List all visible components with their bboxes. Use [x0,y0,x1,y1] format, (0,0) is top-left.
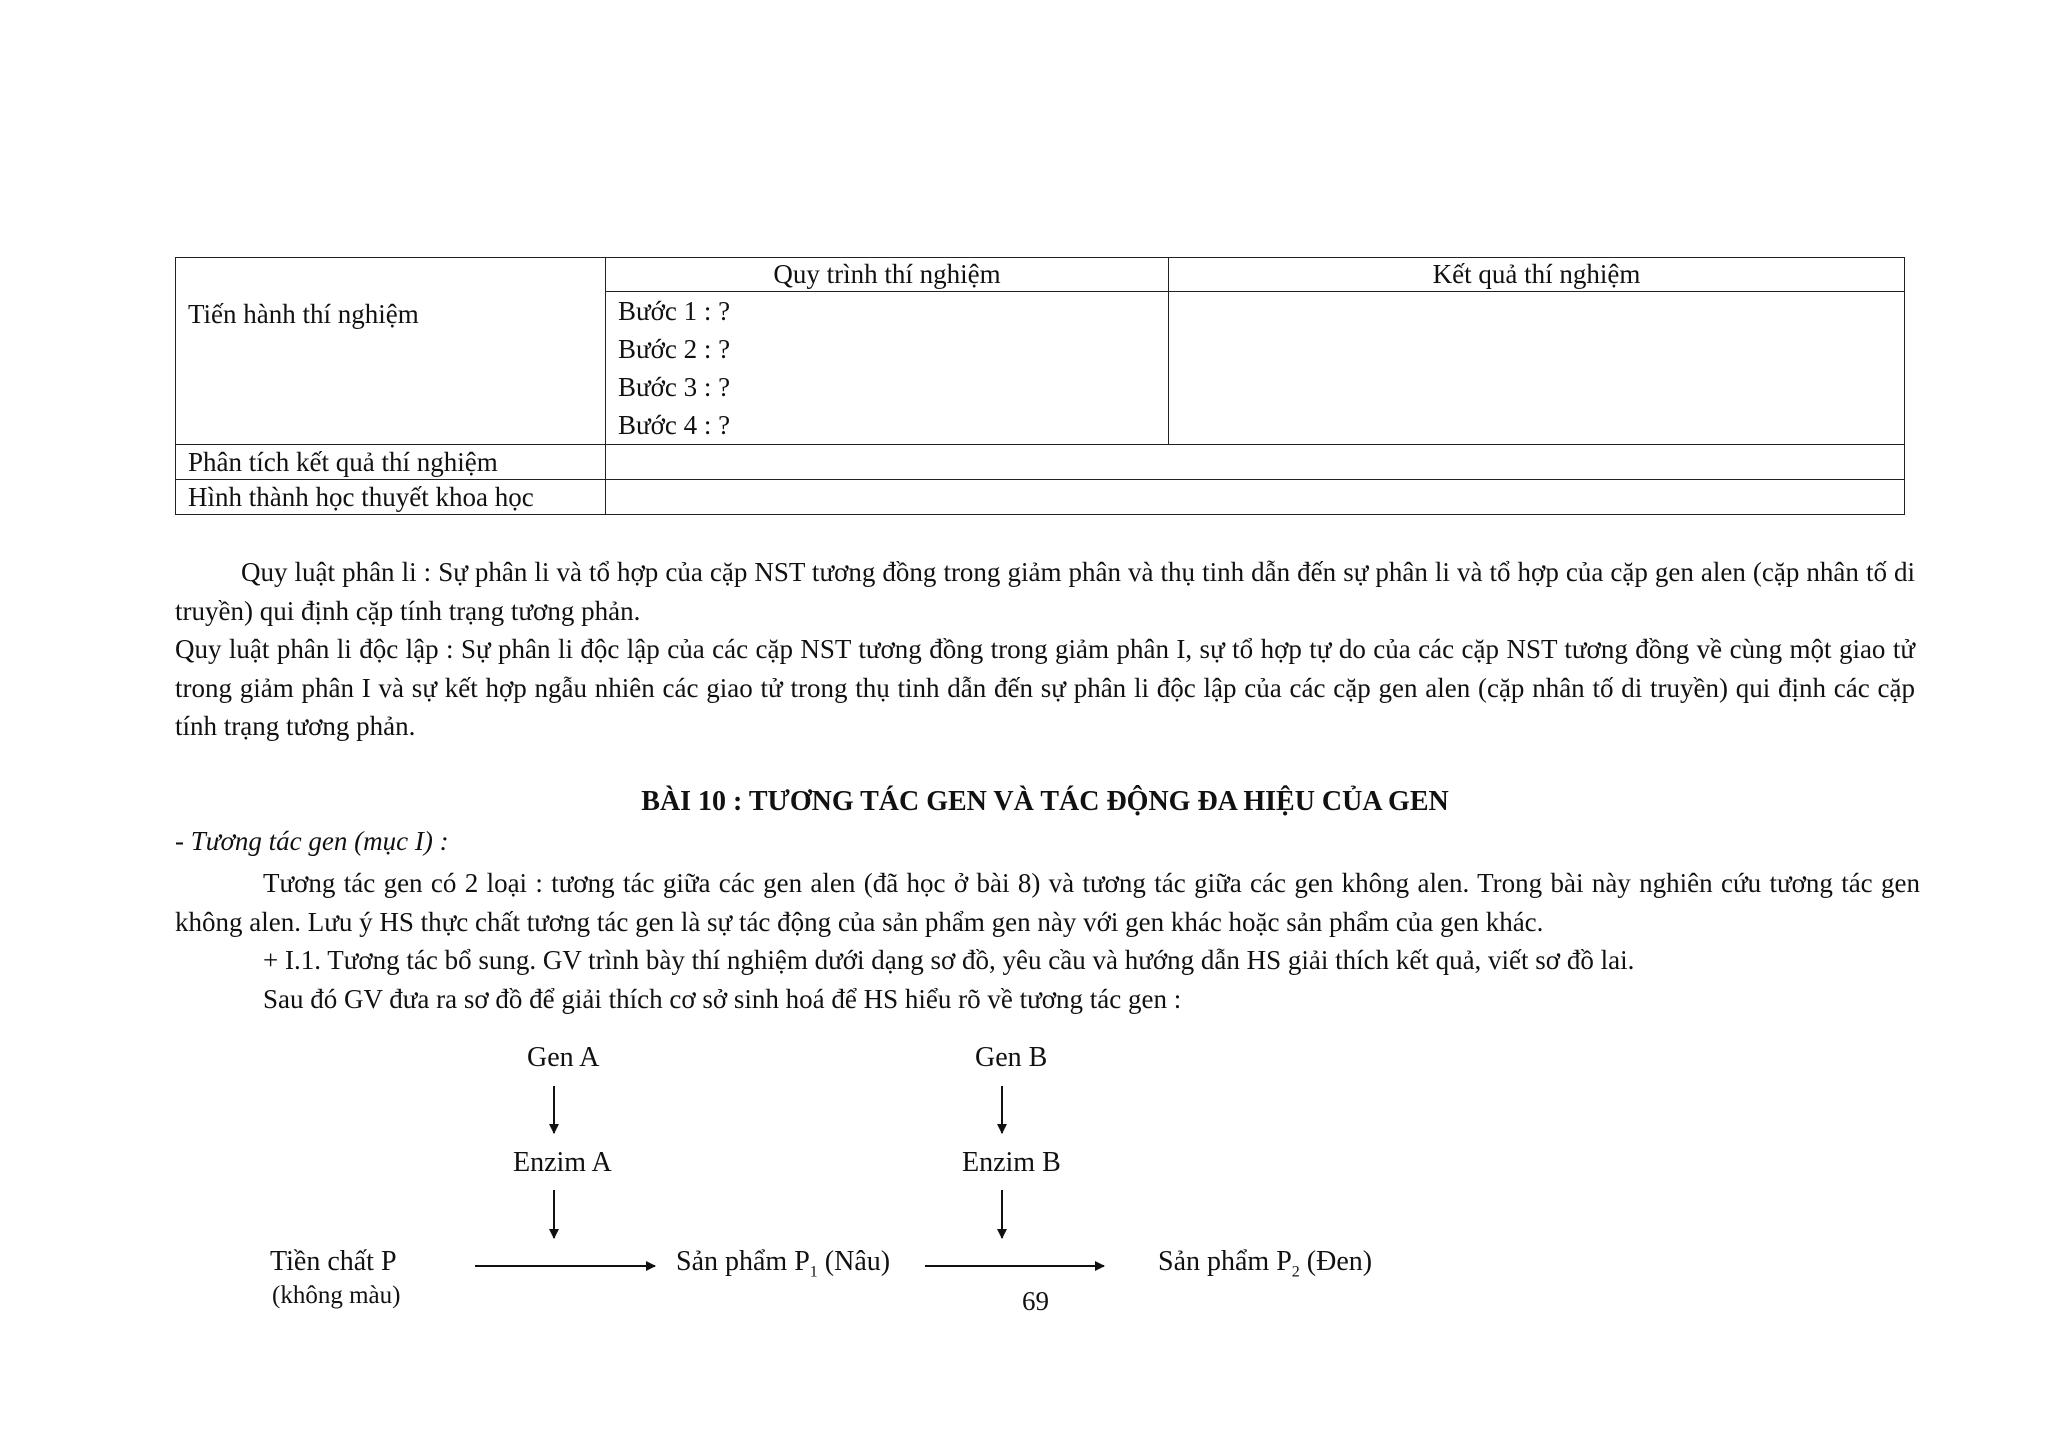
row-label-conduct: Tiến hành thí nghiệm [176,258,606,445]
step-3: Bước 3 : ? [618,372,731,402]
gene-b-label: Gen B [975,1042,1048,1073]
paragraph-diagram-intro: Sau đó GV đưa ra sơ đồ để giải thích cơ sở sinh hoá để HS hiểu rõ về tương tác gen : [263,984,1182,1014]
product-p1-text: Sản phẩm P [676,1246,810,1277]
step-2: Bước 2 : ? [618,334,731,364]
enzyme-b-label: Enzim B [962,1147,1061,1178]
product-p2-subscript: 2 [1291,1263,1300,1281]
product-p1-subscript: 1 [809,1263,818,1281]
lesson-title: BÀI 10 : TƯƠNG TÁC GEN VÀ TÁC ĐỘNG ĐA HIỆU CỦA GEN [641,786,1449,817]
paragraph-independent-assortment: Quy luật phân li độc lập : Sự phân li độc lập của các cặp NST tương đồng trong giảm phân I, sự tổ hợp tự do của các cặp NST tương đồng về cùng một giao tử trong giảm phân I và sự kết hợp ngẫu nhiên các giao tử trong thụ tinh dẫn đến sự phân li độc lập của các cặp gen alen (cặp nhân tố di truyền) qui định các cặp tính trạng tương phản. [175,634,1915,741]
header-result: Kết quả thí nghiệm [1169,258,1905,292]
paragraph-gene-interaction: Tương tác gen có 2 loại : tương tác giữa các gen alen (đã học ở bài 8) và tương tác giữa các gen không alen. Trong bài này nghiên cứu tương tác gen không alen. Lưu ý HS thực chất tương tác gen là sự tác động của sản phẩm gen này với gen khác hoặc sản phẩm của gen khác. [175,868,1920,937]
row-label-theory: Hình thành học thuyết khoa học [176,480,606,515]
paragraph-complementary: + I.1. Tương tác bổ sung. GV trình bày thí nghiệm dưới dạng sơ đồ, yêu cầu và hướng dẫn HS giải thích kết quả, viết sơ đồ lai. [263,945,1635,975]
row-label-analysis: Phân tích kết quả thí nghiệm [176,445,606,480]
enzyme-a-label: Enzim A [513,1147,612,1178]
precursor-note: (không màu) [272,1282,401,1309]
product-p1-color: (Nâu) [817,1246,891,1277]
precursor-label: Tiền chất P [270,1246,397,1277]
header-process: Quy trình thí nghiệm [606,258,1169,292]
step-4: Bước 4 : ? [618,410,731,440]
step-1: Bước 1 : ? [618,296,731,326]
product-p2-color: (Đen) [1299,1246,1373,1277]
page-number: 69 [1022,1286,1049,1316]
product-p2-text: Sản phẩm P [1158,1246,1292,1277]
section-heading: - Tương tác gen (mục I) : [175,826,449,856]
paragraph-segregation-law: Quy luật phân li : Sự phân li và tổ hợp của cặp NST tương đồng trong giảm phân và thụ tinh dẫn đến sự phân li và tổ hợp của cặp gen alen (cặp nhân tố di truyền) qui định cặp tính trạng tương phản. [175,557,1915,626]
gene-a-label: Gen A [527,1042,600,1073]
